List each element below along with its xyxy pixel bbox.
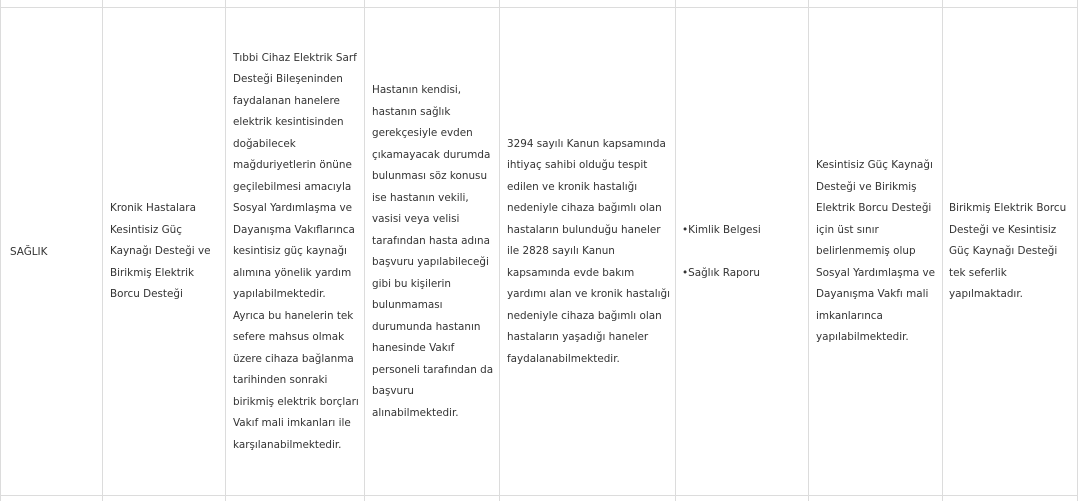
column-divider [102,0,103,501]
column-divider [808,0,809,501]
column-divider [0,0,1,501]
table-cell-category [10,8,98,496]
table-cell-description [233,8,360,496]
column-divider [364,0,365,501]
column-divider [499,0,500,501]
documents-list [682,220,761,284]
eligibility-text: 3294 sayılı Kanun kapsamında ihtiyaç sahibi olduğu tespit edilen ve kronik hastalığı nedeniyle cihaza bağımlı olan hastaların bulunduğu haneler ile 2828 sayılı Kanun kapsamında evde bakım yardımı alan ve kronik hastalığı nedeniyle cihaza bağımlı olan hastaların yaşadığı haneler faydalanabilmektedir. [507,137,671,365]
applicant-text: Hastanın kendisi, hastanın sağlık gerekçesiyle evden çıkamayacak durumda bulunması söz konusu ise hastanın vekili, vasisi veya velisi tarafından hasta adına başvuru yapılabileceği gibi bu kişilerin bulunmaması durumunda hastanın hanesinde Vakıf personeli tarafından da başvuru alınabilmektedir. [372,84,494,419]
support-name-text: Kronik Hastalara Kesintisiz Güç Kaynağı Desteği ve Birikmiş Elektrik Borcu Desteği [110,202,211,301]
table-cell-frequency [949,8,1075,496]
column-divider [225,0,226,501]
amount-text: Kesintisiz Güç Kaynağı Desteği ve Birikmiş Elektrik Borcu Desteği için üst sınır belirlenmemiş olup Sosyal Yardımlaşma ve Dayanışma Vakfı mali imkanlarınca yapılabilmektedir. [816,159,936,344]
category-text: SAĞLIK [10,246,48,258]
description-text: Tıbbi Cihaz Elektrik Sarf Desteği Bileşeninden faydalanan hanelere elektrik kesintisinden doğabilecek mağduriyetlerin önüne geçilebilmesi amacıyla Sosyal Yardımlaşma ve Dayanışma Vakıflarınca kesintisiz güç kaynağı alımına yönelik yardım yapılabilmektedir. Ayrıca bu hanelerin tek sefere mahsus olmak üzere cihaza bağlanma tarihinden sonraki birikmiş elektrik borçları Vakıf mali imkanları ile karşılanabilmektedir. [233,51,359,451]
table-cell-eligibility [507,8,671,496]
table-cell-applicant [372,8,494,496]
column-divider [675,0,676,501]
frequency-text: Birikmiş Elektrik Borcu Desteği ve Kesintisiz Güç Kaynağı Desteği tek seferlik yapılmaktadır. [949,202,1067,301]
table-cell-amount [816,8,938,496]
document-item: •Sağlık Raporu [682,266,760,279]
table-cell-documents [682,8,804,496]
document-item: •Kimlik Belgesi [682,224,761,236]
column-divider [942,0,943,501]
table-cell-support-name [110,8,218,496]
